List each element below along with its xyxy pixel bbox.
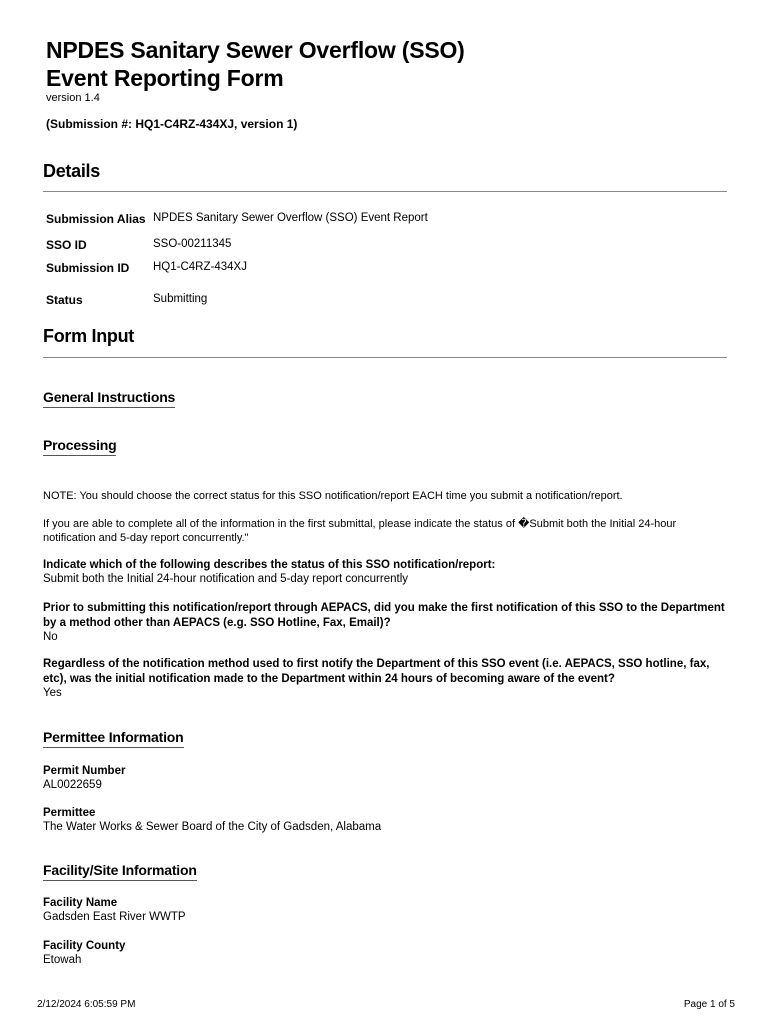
submission-number: (Submission #: HQ1-C4RZ-434XJ, version 1) xyxy=(46,117,298,131)
facility-county-label: Facility County xyxy=(43,940,126,952)
general-instructions-heading: General Instructions xyxy=(43,389,175,408)
facility-name-label: Facility Name xyxy=(43,897,118,909)
detail-value-sso-id: SSO-00211345 xyxy=(153,238,232,250)
form-title-line1: NPDES Sanitary Sewer Overflow (SSO) xyxy=(46,37,465,63)
answer-24-hour-notification: Yes xyxy=(43,687,62,699)
question-first-notification: Prior to submitting this notification/report through AEPACS, did you make the first notification of this SSO to the Department by a method other than AEPACS (e.g. SSO Hotline, Fax, Email)? xyxy=(43,602,725,629)
form-input-heading: Form Input xyxy=(43,326,134,346)
facility-name-value: Gadsden East River WWTP xyxy=(43,911,186,923)
facility-county-value: Etowah xyxy=(43,954,82,966)
details-heading: Details xyxy=(43,161,100,181)
detail-label-submission-alias: Submission Alias xyxy=(46,212,146,226)
processing-note: NOTE: You should choose the correct status for this SSO notification/report EACH time you submit a notification/report. xyxy=(43,490,623,502)
question-24-hour-notification: Regardless of the notification method used to first notify the Department of this SSO event (i.e. AEPACS, SSO hotline, fax, etc), was the initial notification made to the Department within 24 hours of becoming aware of the event? xyxy=(43,658,710,685)
processing-heading: Processing xyxy=(43,437,116,456)
form-title-line2: Event Reporting Form xyxy=(46,65,284,91)
permittee-value: The Water Works & Sewer Board of the City of Gadsden, Alabama xyxy=(43,821,382,833)
footer-timestamp: 2/12/2024 6:05:59 PM xyxy=(37,999,136,1010)
details-divider xyxy=(43,191,727,192)
form-version: version 1.4 xyxy=(46,92,100,104)
permittee-information-heading: Permittee Information xyxy=(43,729,184,748)
permit-number-value: AL0022659 xyxy=(43,779,102,791)
facility-information-heading: Facility/Site Information xyxy=(43,862,197,881)
detail-value-submission-alias: NPDES Sanitary Sewer Overflow (SSO) Event Report xyxy=(153,212,428,224)
detail-label-sso-id: SSO ID xyxy=(46,238,87,252)
detail-label-submission-id: Submission ID xyxy=(46,261,130,275)
question-status: Indicate which of the following describes the status of this SSO notification/report: xyxy=(43,559,496,571)
detail-label-status: Status xyxy=(46,293,83,307)
form-input-divider xyxy=(43,357,727,358)
detail-value-status: Submitting xyxy=(153,293,208,305)
permittee-label: Permittee xyxy=(43,807,96,819)
footer-page-number: Page 1 of 5 xyxy=(683,999,735,1010)
permit-number-label: Permit Number xyxy=(43,765,126,777)
processing-info: If you are able to complete all of the information in the first submittal, please indicate the status of �Submit both the Initial 24-hour notification and 5-day report concurrently." xyxy=(43,518,677,544)
detail-value-submission-id: HQ1-C4RZ-434XJ xyxy=(153,261,247,273)
answer-status: Submit both the Initial 24-hour notification and 5-day report concurrently xyxy=(43,573,409,585)
answer-first-notification: No xyxy=(43,631,58,643)
form-title xyxy=(46,36,465,92)
